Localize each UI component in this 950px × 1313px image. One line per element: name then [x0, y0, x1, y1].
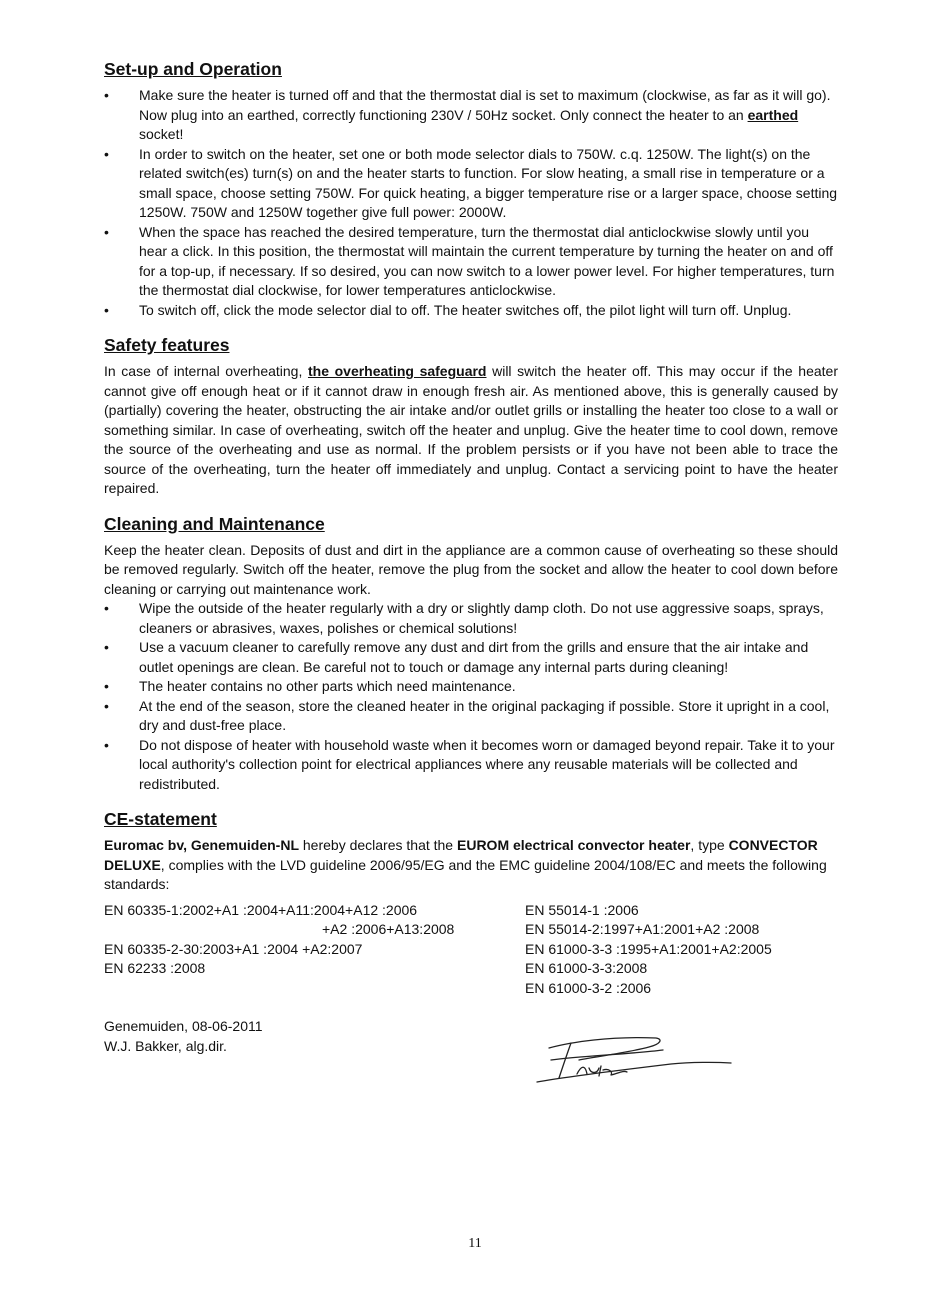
place-date: Genemuiden, 08-06-2011 [104, 1018, 263, 1034]
bullet: • [104, 639, 109, 655]
list-item: • Wipe the outside of the heater regularly with a dry or slightly damp cloth. Do not use aggressive soaps, sprays, cleaners or abrasives, waxes, polishes or chemical solutions! [104, 600, 824, 636]
company-name: Euromac bv, Genemuiden-NL [104, 837, 299, 853]
standards-left-column [104, 901, 525, 999]
list-item: • At the end of the season, store the cleaned heater in the original packaging if possible. Store it upright in a cool, dry and dust-free place. [104, 697, 830, 733]
bullet: • [104, 697, 109, 714]
cleaning-section [104, 513, 838, 795]
setup-list [104, 86, 838, 320]
product-name: EUROM electrical convector heater [457, 837, 691, 853]
emphasis-safeguard: the overheating safeguard [307, 363, 487, 379]
standard-item: EN 55014-2:1997+A1:2001+A2 :2008 [525, 921, 760, 937]
safety-paragraph: In case of internal overheating, the overheating safeguard will switch the heater off. This may occur if the heater cannot give off enough heat or if it cannot draw in enough fresh air. As mentioned above, this is generally caused by (partially) covering the heater, obstructing the air intake and/or outlet grills or installing the heater too close to a wall or something similar. In case of overheating, switch off the heater and unplug. Give the heater time to cool down, remove the source of the overheating and use as normal. If the problem persists or if you have not been able to trace the source of the overheating, turn the heater off immediately and unplug. Contact a servicing point to have the heater repaired. [104, 363, 838, 496]
list-item: • The heater contains no other parts which need maintenance. [104, 677, 838, 697]
list-item: • Do not dispose of heater with household waste when it becomes worn or damaged beyond repair. Take it to your local authority's collection point for electrical appliances where any reusable materials will be collected and redistributed. [104, 736, 835, 792]
standard-item: EN 61000-3-2 :2006 [525, 979, 652, 996]
standard-item: EN 61000-3-3:2008 [525, 960, 648, 976]
signatory-name: W.J. Bakker, alg.dir. [104, 1037, 227, 1054]
setup-section [104, 58, 838, 320]
bullet: • [104, 736, 109, 753]
cleaning-list [104, 599, 838, 794]
standard-item: EN 61000-3-3 :1995+A1:2001+A2:2005 [525, 940, 772, 957]
list-item: • Use a vacuum cleaner to carefully remove any dust and dirt from the grills and ensure that the air intake and outlet openings are clean. Be careful not to touch or damage any internal parts during cleaning! [104, 639, 809, 675]
setup-heading: Set-up and Operation [104, 59, 282, 79]
bullet: • [104, 301, 109, 318]
standard-item: +A2 :2006+A13:2008 [322, 921, 455, 937]
list-item: • In order to switch on the heater, set one or both mode selector dials to 750W. c.q. 1250W. The light(s) on the related switch(es) turn(s) on and the heater starts to function. For slow heating, a small rise in temperature or a small space, choose setting 750W. For quick heating, a bigger temperature rise or a larger space, choose setting 1250W. 750W and 1250W together give full power: 2000W. [104, 145, 838, 220]
ce-declaration: Euromac bv, Genemuiden-NL hereby declares that the EUROM electrical convector heater, type CONVECTOR DELUXE, complies with the LVD guideline 2006/95/EG and the EMC guideline 2004/108/EC and meets the following standards: [104, 837, 827, 892]
ce-section [104, 808, 838, 1056]
standards-right-column [525, 901, 838, 999]
list-item: • To switch off, click the mode selector dial to off. The heater switches off, the pilot light will turn off. Unplug. [104, 301, 838, 321]
product-type: CONVECTOR DELUXE [104, 837, 818, 873]
emphasis-earthed: earthed [747, 106, 799, 123]
standards-list [104, 901, 838, 999]
ce-heading: CE-statement [104, 809, 217, 829]
handwritten-signature [531, 1030, 741, 1090]
bullet: • [104, 223, 109, 240]
cleaning-intro: Keep the heater clean. Deposits of dust and dirt in the appliance are a common cause of overheating so these should be removed regularly. Switch off the heater, remove the plug from the socket and allow the heater to cool down before cleaning or carrying out maintenance work. [104, 541, 838, 597]
standard-item: EN 62233 :2008 [104, 960, 206, 976]
standard-item: EN 60335-1:2002+A1 :2004+A11:2004+A12 :2006 [104, 901, 418, 918]
bullet: • [104, 600, 109, 616]
list-item: • Make sure the heater is turned off and that the thermostat dial is set to maximum (clockwise, as far as it will go). Now plug into an earthed, correctly functioning 230V / 50Hz socket. Only connect the heater to an earthed socket! [104, 87, 831, 142]
bullet: • [104, 145, 109, 162]
bullet: • [104, 678, 109, 694]
safety-section [104, 334, 838, 499]
document-page [104, 58, 838, 1070]
standard-item: EN 60335-2-30:2003+A1 :2004 +A2:2007 [104, 940, 363, 957]
page-number: 11 [468, 1236, 482, 1251]
standard-item: EN 55014-1 :2006 [525, 901, 639, 918]
cleaning-heading: Cleaning and Maintenance [104, 513, 325, 534]
safety-heading: Safety features [104, 335, 230, 355]
list-item: • When the space has reached the desired temperature, turn the thermostat dial anticlockwise slowly until you hear a click. In this position, the thermostat will maintain the current temperature by turning the heater on and off for a top-up, if necessary. If so desired, you can now switch to a lower power level. For higher temperatures, turn the thermostat dial clockwise, for lower temperatures anticlockwise. [104, 223, 835, 298]
bullet: • [104, 87, 109, 103]
